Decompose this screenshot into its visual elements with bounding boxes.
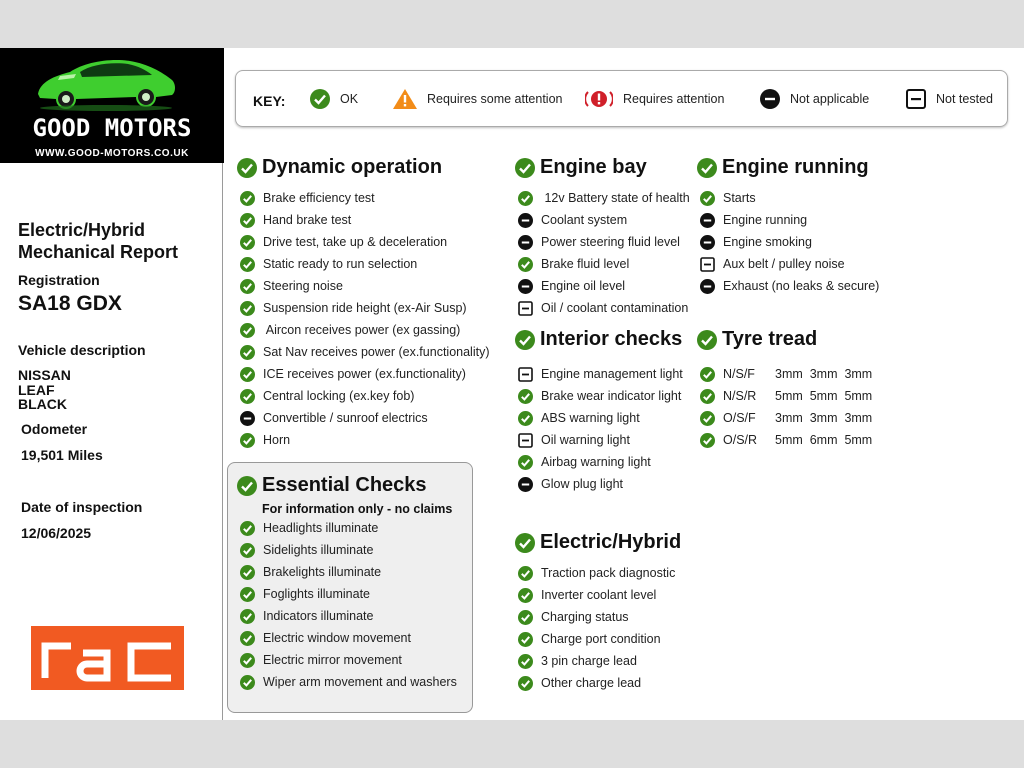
- check-item-label: Static ready to run selection: [263, 257, 418, 271]
- checklist-essential: [240, 517, 457, 693]
- check-item: [240, 649, 457, 671]
- check-item-label: Engine management light: [541, 367, 683, 381]
- key-item-not-tested: [906, 89, 993, 109]
- vehicle-colour: BLACK: [18, 396, 67, 412]
- tyre-readings: 5mm 6mm 5mm: [775, 433, 873, 447]
- minus-square-icon: [906, 89, 926, 109]
- tyre-position: O/S/F: [723, 411, 756, 425]
- check-item: [240, 363, 489, 385]
- vehicle-model: LEAF: [18, 381, 55, 398]
- check-circle-icon: [240, 543, 255, 558]
- check-item-label: Aux belt / pulley noise: [723, 257, 845, 271]
- key-item-attention: [585, 89, 724, 109]
- check-item: [518, 562, 675, 584]
- check-item-label: Oil / coolant contamination: [541, 301, 689, 315]
- check-circle-icon: [240, 565, 255, 580]
- check-item: [518, 407, 683, 429]
- registration-label: Registration: [18, 272, 100, 288]
- key-item-label: Requires attention: [623, 92, 725, 106]
- inspection-date-value: 12/06/2025: [21, 525, 92, 541]
- key-legend: [235, 70, 1008, 127]
- check-item: [518, 209, 690, 231]
- tyre-row: [700, 429, 872, 451]
- minus-circle-icon: [518, 213, 533, 228]
- tyre-position: N/S/R: [723, 389, 757, 403]
- check-circle-icon: [240, 279, 255, 294]
- check-item-label: Sat Nav receives power (ex.functionality): [263, 345, 490, 359]
- check-circle-icon: [240, 235, 255, 250]
- minus-square-icon: [518, 433, 533, 448]
- check-item: [518, 429, 683, 451]
- check-item-label: ICE receives power (ex.functionality): [263, 367, 466, 381]
- section-title-essential: [237, 474, 427, 497]
- tyre-row: [700, 363, 872, 385]
- check-item-label: Central locking (ex.key fob): [263, 389, 415, 403]
- key-item-label: Requires some attention: [427, 92, 563, 106]
- check-item: [518, 628, 675, 650]
- check-item-label: Oil warning light: [541, 433, 630, 447]
- minus-circle-icon: [240, 411, 255, 426]
- key-item-not-applicable: [760, 89, 869, 109]
- brand-name: GOOD MOTORS: [32, 114, 192, 142]
- checklist-dynamic: [240, 187, 489, 451]
- check-item: [240, 297, 489, 319]
- check-circle-icon: [518, 389, 533, 404]
- check-item-label: ABS warning light: [541, 411, 640, 425]
- check-circle-icon: [237, 158, 257, 178]
- check-circle-icon: [518, 191, 533, 206]
- check-circle-icon: [240, 433, 255, 448]
- check-item: [240, 429, 489, 451]
- check-item: [518, 606, 675, 628]
- check-item-label: Engine running: [723, 213, 808, 227]
- key-label: KEY:: [253, 93, 286, 109]
- check-item-label: Airbag warning light: [541, 455, 651, 469]
- minus-circle-icon: [700, 279, 715, 294]
- check-circle-icon: [240, 389, 255, 404]
- key-item-label: Not applicable: [790, 92, 870, 106]
- check-item-label: Wiper arm movement and washers: [263, 675, 457, 689]
- check-item: [240, 253, 489, 275]
- check-item: [240, 517, 457, 539]
- section-title-label: Engine running: [722, 156, 869, 178]
- check-item: [240, 583, 457, 605]
- check-item: [700, 253, 879, 275]
- check-circle-icon: [240, 675, 255, 690]
- tyre-position: O/S/R: [723, 433, 758, 447]
- check-circle-icon: [310, 89, 330, 109]
- check-item: [240, 231, 489, 253]
- check-circle-icon: [240, 367, 255, 382]
- check-item-label: Starts: [723, 191, 756, 205]
- check-item: [518, 187, 690, 209]
- check-circle-icon: [518, 566, 533, 581]
- key-item-ok: [310, 89, 358, 109]
- minus-square-icon: [518, 367, 533, 382]
- check-item-label: Drive test, take up & deceleration: [263, 235, 448, 249]
- check-item-label: Coolant system: [541, 213, 628, 227]
- check-item-label: Convertible / sunroof electrics: [263, 411, 428, 425]
- check-circle-icon: [237, 476, 257, 496]
- minus-square-icon: [700, 257, 715, 272]
- check-item-label: Aircon receives power (ex gassing): [263, 323, 461, 337]
- section-title-label: Dynamic operation: [262, 156, 443, 178]
- section-title-dynamic: [237, 156, 442, 179]
- key-item-label: Not tested: [936, 92, 993, 106]
- tyre-position: N/S/F: [723, 367, 755, 381]
- checklist-electric: [518, 562, 675, 694]
- check-item-label: Sidelights illuminate: [263, 543, 374, 557]
- warning-triangle-icon: [393, 89, 417, 109]
- checklist-engine-running: [700, 187, 879, 297]
- check-item-label: Other charge lead: [541, 676, 642, 690]
- check-item: [518, 672, 675, 694]
- check-item: [518, 584, 675, 606]
- check-item: [518, 385, 683, 407]
- check-item: [518, 473, 683, 495]
- section-title-electric: [515, 531, 681, 554]
- check-circle-icon: [515, 158, 535, 178]
- section-title-label: Electric/Hybrid: [540, 531, 682, 553]
- minus-circle-icon: [518, 477, 533, 492]
- check-circle-icon: [518, 610, 533, 625]
- rac-wordmark-icon: [31, 626, 184, 690]
- check-item-label: Engine smoking: [723, 235, 812, 249]
- report-page: [0, 48, 1024, 720]
- car-logo-icon: [30, 52, 180, 112]
- check-item-label: Charging status: [541, 610, 629, 624]
- check-item-label: Traction pack diagnostic: [541, 566, 676, 580]
- check-item-label: 3 pin charge lead: [541, 654, 637, 668]
- check-circle-icon: [518, 455, 533, 470]
- check-item-label: Engine oil level: [541, 279, 626, 293]
- check-item-label: Headlights illuminate: [263, 521, 379, 535]
- brand-url: WWW.GOOD-MOTORS.CO.UK: [35, 148, 189, 159]
- check-item-label: Glow plug light: [541, 477, 623, 491]
- check-circle-icon: [700, 191, 715, 206]
- vehicle-description-label: Vehicle description: [18, 342, 146, 358]
- check-item: [240, 407, 489, 429]
- check-item-label: Brake wear indicator light: [541, 389, 682, 403]
- check-item-label: Horn: [263, 433, 291, 447]
- checklist-interior: [518, 363, 683, 495]
- check-item-label: Hand brake test: [263, 213, 352, 227]
- check-item: [240, 385, 489, 407]
- check-item: [518, 451, 683, 473]
- check-circle-icon: [240, 301, 255, 316]
- check-item-label: Electric window movement: [263, 631, 411, 645]
- section-title-engine-bay: [515, 156, 647, 179]
- check-circle-icon: [240, 345, 255, 360]
- section-title-engine-running: [697, 156, 869, 179]
- check-circle-icon: [518, 676, 533, 691]
- check-item: [518, 650, 675, 672]
- check-item-label: Charge port condition: [541, 632, 661, 646]
- tyre-readings: 3mm 3mm 3mm: [775, 411, 873, 425]
- section-title-label: Essential Checks: [262, 474, 427, 496]
- minus-circle-icon: [700, 235, 715, 250]
- check-item: [518, 253, 690, 275]
- check-item: [240, 187, 489, 209]
- key-item-some-attention: [393, 89, 563, 109]
- check-circle-icon: [697, 330, 717, 350]
- rac-logo: [31, 626, 184, 690]
- check-item-label: Power steering fluid level: [541, 235, 680, 249]
- check-item-label: Brake fluid level: [541, 257, 630, 271]
- check-item-label: Brake efficiency test: [263, 191, 375, 205]
- checklist-tyre: [700, 363, 872, 451]
- alert-circle-icon: [585, 89, 613, 109]
- section-title-label: Tyre tread: [722, 328, 818, 350]
- check-circle-icon: [240, 323, 255, 338]
- check-item-label: Indicators illuminate: [263, 609, 374, 623]
- tyre-row: [700, 385, 872, 407]
- check-item: [518, 363, 683, 385]
- check-item: [700, 231, 879, 253]
- section-title-label: Interior checks: [540, 328, 683, 350]
- check-item: [700, 275, 879, 297]
- odometer-value: 19,501 Miles: [21, 447, 103, 463]
- section-title-label: Engine bay: [540, 156, 647, 178]
- check-item: [518, 231, 690, 253]
- registration-value: SA18 GDX: [18, 292, 122, 315]
- check-item: [700, 187, 879, 209]
- vehicle-make: NISSAN: [18, 367, 71, 383]
- inspection-date-label: Date of inspection: [21, 499, 143, 515]
- check-item: [518, 275, 690, 297]
- check-item-label: Exhaust (no leaks & secure): [723, 279, 880, 293]
- tyre-readings: 3mm 3mm 3mm: [775, 367, 873, 381]
- check-item: [240, 627, 457, 649]
- check-circle-icon: [518, 654, 533, 669]
- check-circle-icon: [515, 533, 535, 553]
- check-item: [700, 209, 879, 231]
- check-circle-icon: [515, 330, 535, 350]
- minus-circle-icon: [518, 235, 533, 250]
- check-circle-icon: [518, 411, 533, 426]
- check-item-label: Steering noise: [263, 279, 343, 293]
- check-circle-icon: [240, 257, 255, 272]
- check-circle-icon: [518, 588, 533, 603]
- check-circle-icon: [700, 411, 715, 426]
- check-circle-icon: [240, 521, 255, 536]
- report-title-line2: Mechanical Report: [18, 242, 179, 262]
- key-item-label: OK: [340, 92, 359, 106]
- check-item-label: Inverter coolant level: [541, 588, 657, 602]
- tyre-row: [700, 407, 872, 429]
- tyre-readings: 5mm 5mm 5mm: [775, 389, 873, 403]
- section-title-interior: [515, 328, 682, 351]
- check-circle-icon: [700, 389, 715, 404]
- check-circle-icon: [700, 433, 715, 448]
- check-circle-icon: [240, 191, 255, 206]
- check-item-label: Brakelights illuminate: [263, 565, 382, 579]
- check-circle-icon: [240, 587, 255, 602]
- check-circle-icon: [240, 609, 255, 624]
- check-item: [240, 275, 489, 297]
- check-circle-icon: [240, 631, 255, 646]
- minus-circle-icon: [760, 89, 780, 109]
- check-circle-icon: [700, 367, 715, 382]
- check-item: [240, 671, 457, 693]
- check-item: [240, 539, 457, 561]
- check-item: [240, 561, 457, 583]
- check-item: [240, 605, 457, 627]
- checklist-engine-bay: [518, 187, 690, 319]
- check-item: [240, 319, 489, 341]
- report-title-line1: Electric/Hybrid: [18, 220, 146, 240]
- essential-subtitle: For information only - no claims: [262, 502, 453, 516]
- minus-square-icon: [518, 301, 533, 316]
- check-item: [518, 297, 690, 319]
- check-item-label: Foglights illuminate: [263, 587, 370, 601]
- check-item: [240, 209, 489, 231]
- check-circle-icon: [518, 632, 533, 647]
- odometer-label: Odometer: [21, 421, 88, 437]
- section-title-tyre: [697, 328, 817, 351]
- check-circle-icon: [518, 257, 533, 272]
- check-item-label: 12v Battery state of health: [541, 191, 690, 205]
- check-circle-icon: [240, 653, 255, 668]
- brand-logo: [0, 48, 224, 163]
- minus-circle-icon: [700, 213, 715, 228]
- check-item-label: Suspension ride height (ex-Air Susp): [263, 301, 467, 315]
- check-circle-icon: [697, 158, 717, 178]
- minus-circle-icon: [518, 279, 533, 294]
- check-circle-icon: [240, 213, 255, 228]
- check-item-label: Electric mirror movement: [263, 653, 402, 667]
- check-item: [240, 341, 489, 363]
